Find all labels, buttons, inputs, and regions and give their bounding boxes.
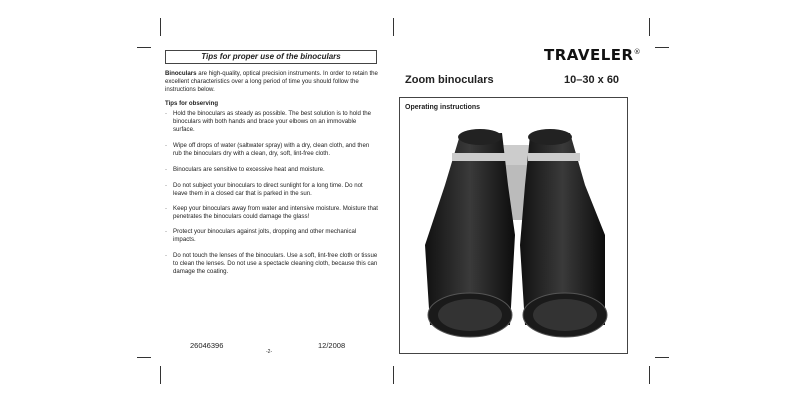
date: 12/2008 xyxy=(318,341,346,350)
intro-text: are high-quality, optical precision instruments. In order to retain the excellent characteristics over a long period of time you should follow the instructions below. xyxy=(165,70,378,94)
box-heading: Operating instructions xyxy=(405,104,481,111)
model-number: 10–30 x 60 xyxy=(564,74,620,86)
section-title: Tips for proper use of the binoculars xyxy=(165,50,377,64)
intro-paragraph xyxy=(165,70,378,94)
tips-heading: Tips for observing xyxy=(165,100,219,107)
intro-bold: Binoculars xyxy=(165,70,197,77)
article-number: 26046396 xyxy=(190,341,224,350)
tip-item: - Binoculars are sensitive to excessive heat and moisture. xyxy=(165,166,378,174)
product-name: Zoom binoculars xyxy=(405,74,494,86)
page-number: -2- xyxy=(266,349,273,355)
binoculars-image xyxy=(420,125,610,347)
tip-item: - Do not subject your binoculars to direct sunlight for a long time. Do not leave them in a closed car that is parked in the sun. xyxy=(165,182,378,198)
tip-item: - Do not touch the lenses of the binoculars. Use a soft, lint-free cloth or tissue to clean the lenses. Do not use a spectacle cleaning cloth, because this can damage the coating. xyxy=(165,252,378,276)
tip-item: - Hold the binoculars as steady as possible. The best solution is to hold the binoculars with both hands and brace your elbows on an immovable surface. xyxy=(165,110,378,134)
brand-logo: TRAVELER® xyxy=(544,46,642,64)
tip-item: - Protect your binoculars against jolts, dropping and other mechanical impacts. xyxy=(165,228,378,244)
tip-item: - Wipe off drops of water (saltwater spray) with a dry, clean cloth, and then rub the binoculars dry with a clean, dry, soft, lint-free cloth. xyxy=(165,142,378,158)
tip-item: - Keep your binoculars away from water and intensive moisture. Moisture that penetrates the binoculars could damage the glass! xyxy=(165,205,378,221)
